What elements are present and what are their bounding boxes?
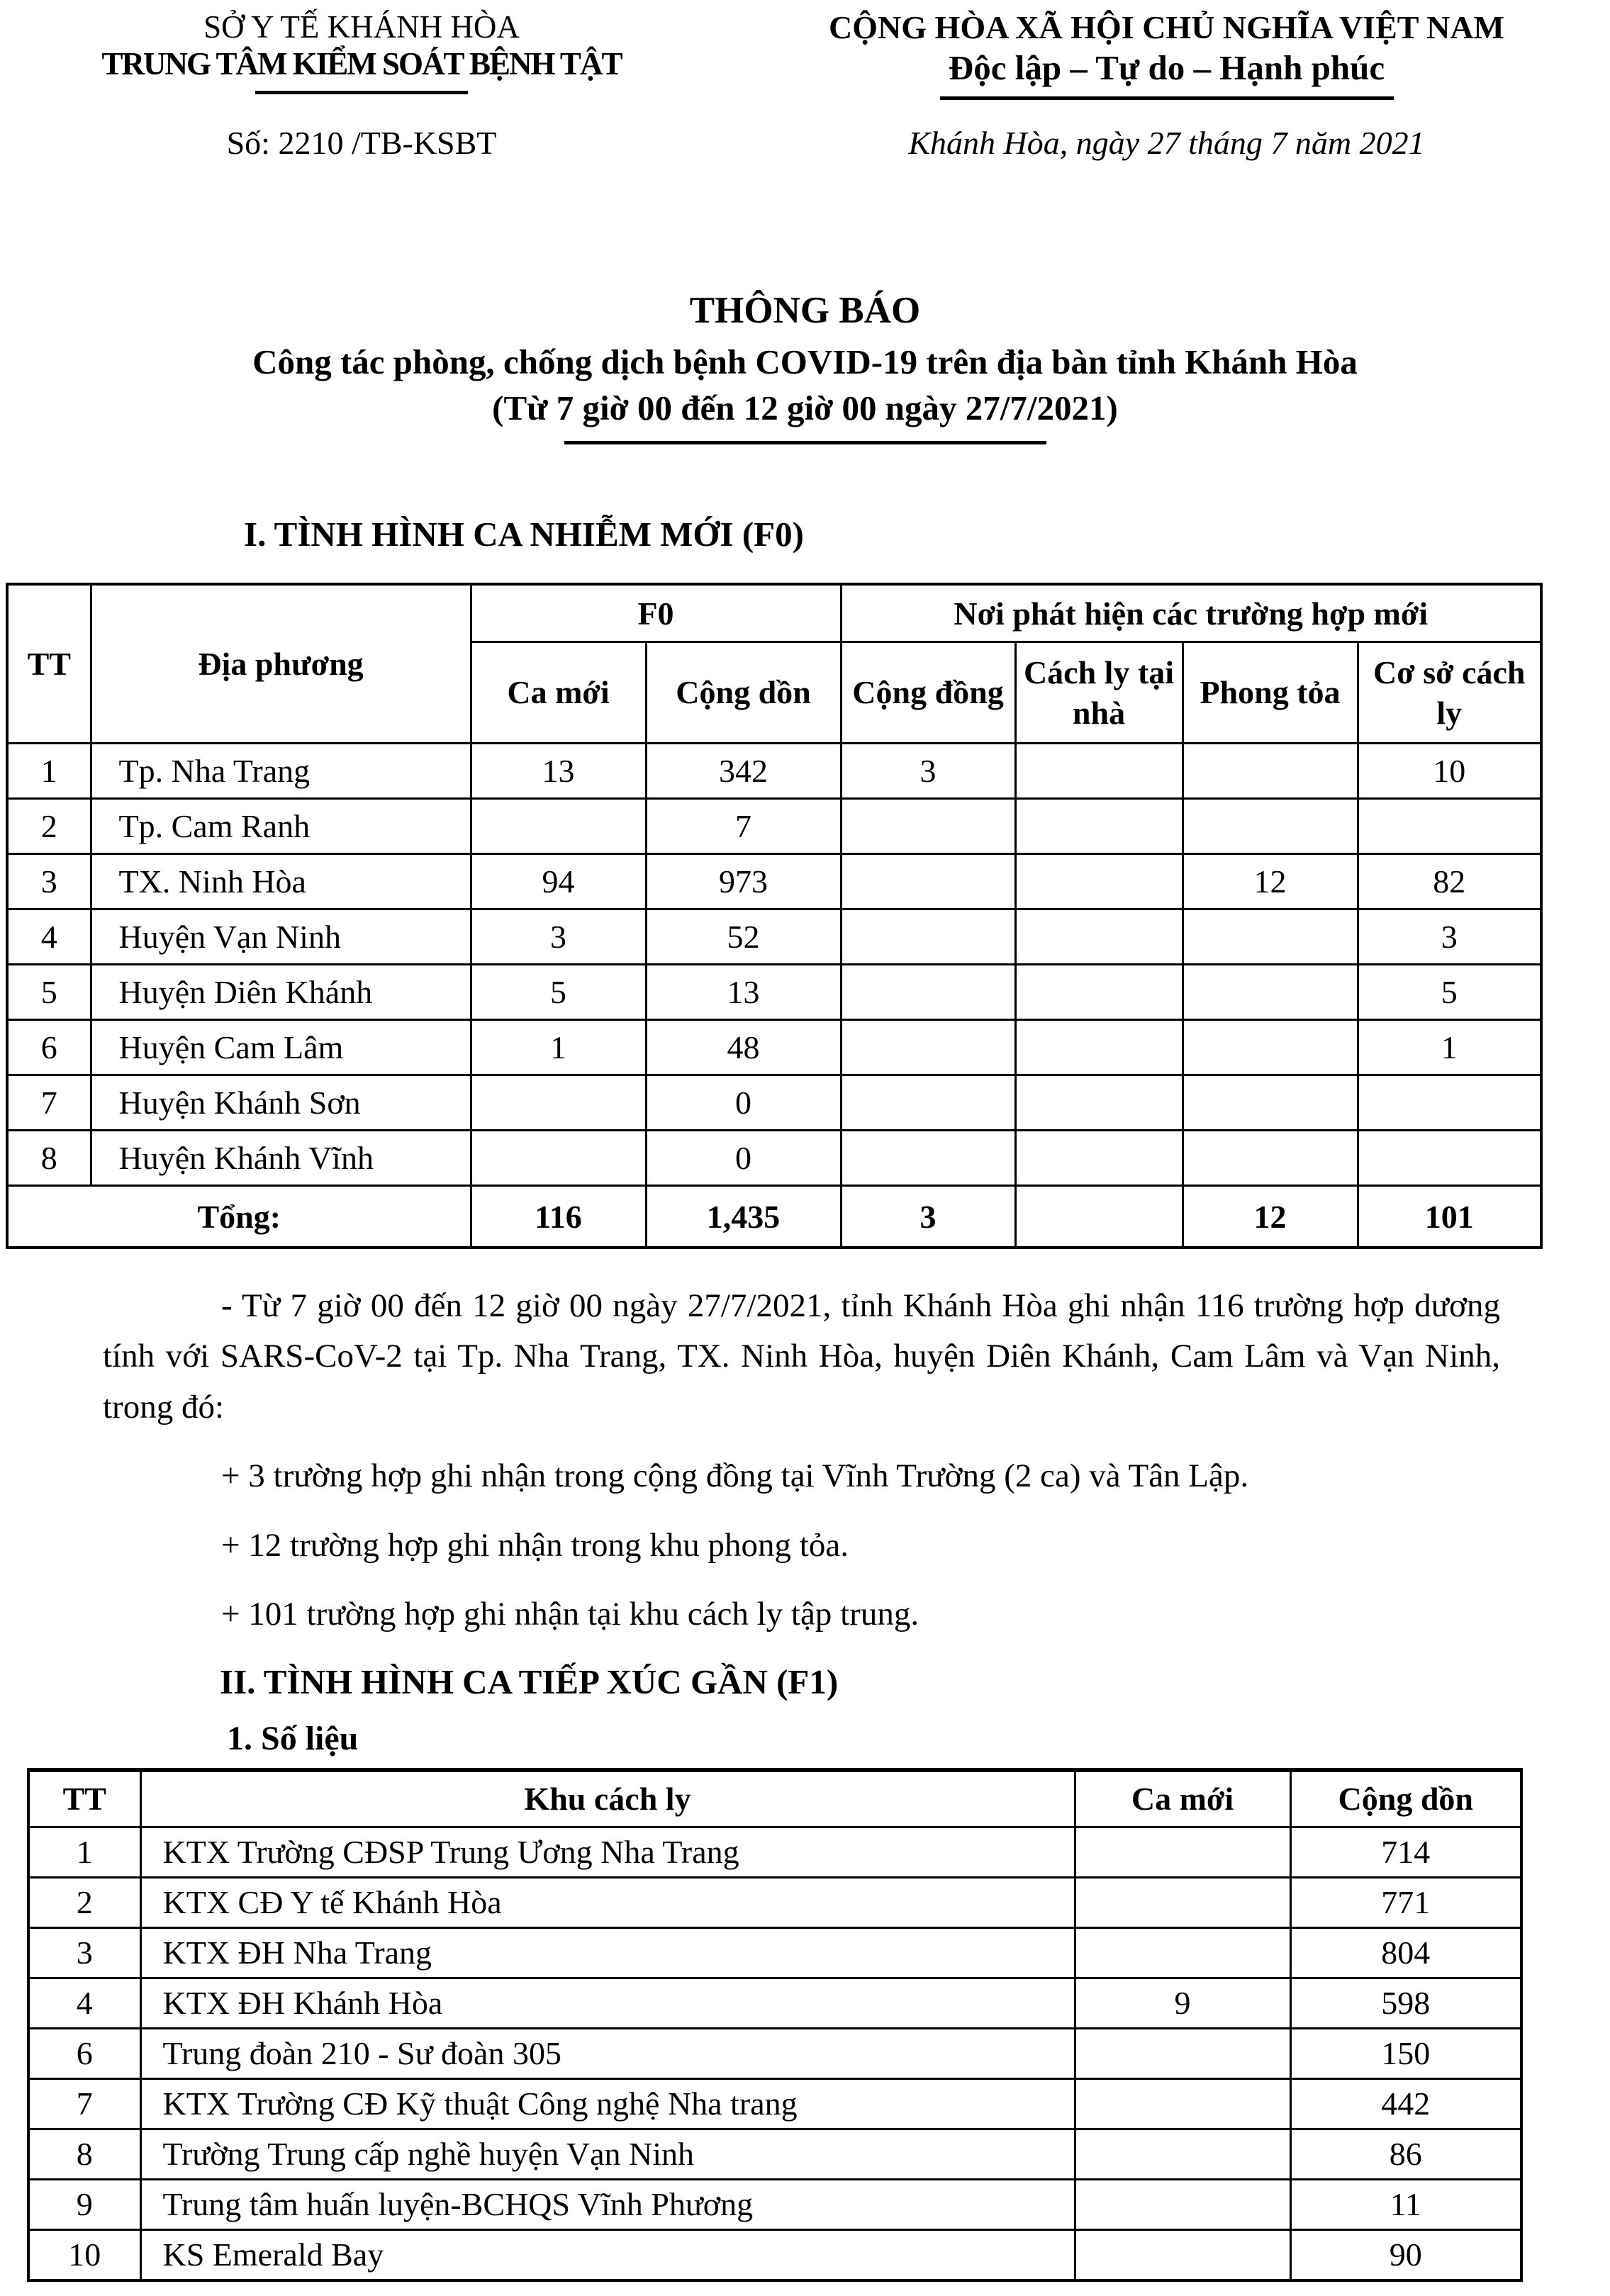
cell-new: 94 [471, 854, 646, 909]
cell-district: Huyện Diên Khánh [91, 965, 471, 1020]
cell-community [841, 854, 1015, 909]
bullet-facility: + 101 trường hợp ghi nhận tại khu cách ly tập trung. [221, 1596, 919, 1633]
cell-new [471, 1075, 646, 1131]
f0-col-group-detect: Nơi phát hiện các trường hợp mới [841, 584, 1541, 642]
cell-tt: 3 [7, 854, 91, 909]
cell-lockdown [1183, 744, 1358, 799]
cell-district: TX. Ninh Hòa [91, 854, 471, 909]
cell-new: 9 [1075, 1978, 1290, 2028]
cell-facility: 1 [1358, 1020, 1541, 1075]
cell-facility: 10 [1358, 744, 1541, 799]
cell-tt: 4 [28, 1978, 140, 2028]
cell-area: Trung tâm huấn luyện-BCHQS Vĩnh Phương [140, 2179, 1075, 2229]
cell-area: Trường Trung cấp nghề huyện Vạn Ninh [140, 2129, 1075, 2179]
cell-area: KTX Trường CĐSP Trung Ương Nha Trang [140, 1827, 1075, 1877]
bullet-lockdown: + 12 trường hợp ghi nhận trong khu phong tỏa. [221, 1526, 849, 1564]
f0-col-facility: Cơ sở cách ly [1358, 642, 1541, 744]
cell-lockdown [1183, 965, 1358, 1020]
f1-col-tt: TT [28, 1770, 140, 1827]
cell-cum: 52 [646, 909, 841, 965]
table-row [7, 854, 1541, 909]
cell-home [1015, 744, 1183, 799]
bullet-community: + 3 trường hợp ghi nhận trong cộng đồng tại Vĩnh Trường (2 ca) và Tân Lập. [221, 1457, 1249, 1495]
f1-col-cum: Cộng dồn [1290, 1770, 1521, 1827]
cell-cum: 150 [1290, 2028, 1521, 2078]
cell-area: KTX ĐH Nha Trang [140, 1927, 1075, 1978]
cell-cum: 7 [646, 799, 841, 854]
f0-col-cum: Cộng dồn [646, 642, 841, 744]
cell-cum: 973 [646, 854, 841, 909]
cell-tt: 4 [7, 909, 91, 965]
cell-community [841, 799, 1015, 854]
cell-new [1075, 2229, 1290, 2280]
cell-tt: 7 [7, 1075, 91, 1131]
document-header [0, 0, 1610, 100]
table-row [28, 2129, 1521, 2179]
cell-home [1015, 1020, 1183, 1075]
table-row [7, 1131, 1541, 1186]
f1-col-new: Ca mới [1075, 1770, 1290, 1827]
cell-new [1075, 2078, 1290, 2129]
total-cum: 1,435 [646, 1186, 841, 1248]
cell-new [1075, 2129, 1290, 2179]
cell-community [841, 909, 1015, 965]
cell-cum: 442 [1290, 2078, 1521, 2129]
section1-heading: I. TÌNH HÌNH CA NHIỄM MỚI (F0) [244, 515, 804, 554]
f0-col-community: Cộng đồng [841, 642, 1015, 744]
table-row [28, 2078, 1521, 2129]
total-label: Tổng: [7, 1186, 471, 1248]
f1-table [27, 1768, 1523, 2282]
cell-home [1015, 1131, 1183, 1186]
cell-cum: 598 [1290, 1978, 1521, 2028]
cell-cum: 714 [1290, 1827, 1521, 1877]
cell-cum: 48 [646, 1020, 841, 1075]
cell-new [471, 799, 646, 854]
document-period: (Từ 7 giờ 00 đến 12 giờ 00 ngày 27/7/2021) [492, 388, 1118, 427]
f0-header-row-1 [7, 584, 1541, 642]
cell-cum: 13 [646, 965, 841, 1020]
cell-community [841, 1131, 1015, 1186]
cell-community: 3 [841, 744, 1015, 799]
summary-paragraph: - Từ 7 giờ 00 đến 12 giờ 00 ngày 27/7/2021, tỉnh Khánh Hòa ghi nhận 116 trường hợp dương tính với SARS-CoV-2 tại Tp. Nha Trang, TX. Ninh Hòa, huyện Diên Khánh, Cam Lâm và Vạn Ninh, trong đó: [103, 1287, 1500, 1426]
national-motto: Độc lập – Tự do – Hạnh phúc [948, 48, 1385, 87]
table-row [28, 2179, 1521, 2229]
total-row [7, 1186, 1541, 1248]
cell-cum: 0 [646, 1131, 841, 1186]
table-row [28, 1978, 1521, 2028]
f0-col-tt: TT [7, 584, 91, 744]
table-row [28, 2229, 1521, 2280]
total-community: 3 [841, 1186, 1015, 1248]
document-number: Số: 2210 /TB-KSBT [226, 125, 497, 161]
cell-tt: 7 [28, 2078, 140, 2129]
cell-cum: 0 [646, 1075, 841, 1131]
cell-district: Huyện Khánh Vĩnh [91, 1131, 471, 1186]
cell-tt: 2 [7, 799, 91, 854]
f1-col-area: Khu cách ly [140, 1770, 1075, 1827]
cell-cum: 90 [1290, 2229, 1521, 2280]
cell-tt: 8 [7, 1131, 91, 1186]
table-row [7, 1020, 1541, 1075]
cell-area: KS Emerald Bay [140, 2229, 1075, 2280]
cell-tt: 10 [28, 2229, 140, 2280]
f1-header-row [28, 1770, 1521, 1827]
f0-table [6, 583, 1543, 1249]
cell-lockdown [1183, 1075, 1358, 1131]
parent-org-name: SỞ Y TẾ KHÁNH HÒA [203, 9, 520, 45]
cell-home [1015, 799, 1183, 854]
cell-tt: 8 [28, 2129, 140, 2179]
motto-underline [940, 96, 1394, 100]
cell-area: Trung đoàn 210 - Sư đoàn 305 [140, 2028, 1075, 2078]
cell-district: Tp. Cam Ranh [91, 799, 471, 854]
document-title: THÔNG BÁO [689, 290, 921, 331]
cell-tt: 1 [28, 1827, 140, 1877]
cell-tt: 2 [28, 1877, 140, 1927]
cell-community [841, 1075, 1015, 1131]
f0-col-lockdown: Phong tỏa [1183, 642, 1358, 744]
cell-new: 5 [471, 965, 646, 1020]
section2-heading: II. TÌNH HÌNH CA TIẾP XÚC GẦN (F1) [220, 1662, 839, 1701]
table-row [7, 799, 1541, 854]
cell-cum: 11 [1290, 2179, 1521, 2229]
table-row [7, 909, 1541, 965]
cell-lockdown [1183, 799, 1358, 854]
cell-tt: 1 [7, 744, 91, 799]
cell-new: 3 [471, 909, 646, 965]
cell-lockdown [1183, 909, 1358, 965]
cell-district: Huyện Cam Lâm [91, 1020, 471, 1075]
cell-facility: 82 [1358, 854, 1541, 909]
cell-new [1075, 1827, 1290, 1877]
cell-home [1015, 909, 1183, 965]
cell-community [841, 965, 1015, 1020]
cell-area: KTX Trường CĐ Kỹ thuật Công nghệ Nha trang [140, 2078, 1075, 2129]
cell-tt: 6 [28, 2028, 140, 2078]
title-underline [564, 441, 1046, 444]
table-row [28, 1877, 1521, 1927]
cell-facility: 5 [1358, 965, 1541, 1020]
cell-facility [1358, 799, 1541, 854]
cell-area: KTX ĐH Khánh Hòa [140, 1978, 1075, 2028]
cell-cum: 771 [1290, 1877, 1521, 1927]
f0-col-group-f0: F0 [471, 584, 841, 642]
total-lockdown: 12 [1183, 1186, 1358, 1248]
cell-home [1015, 965, 1183, 1020]
cell-lockdown [1183, 1020, 1358, 1075]
document-meta-row [0, 124, 1610, 162]
org-name: TRUNG TÂM KIỂM SOÁT BỆNH TẬT [101, 46, 622, 82]
table-row [7, 1075, 1541, 1131]
national-title: CỘNG HÒA XÃ HỘI CHỦ NGHĨA VIỆT NAM [829, 9, 1504, 45]
cell-lockdown: 12 [1183, 854, 1358, 909]
title-block [0, 289, 1610, 444]
cell-new: 1 [471, 1020, 646, 1075]
cell-new [1075, 2179, 1290, 2229]
place-date-line: Khánh Hòa, ngày 27 tháng 7 năm 2021 [908, 125, 1425, 161]
cell-home [1015, 1075, 1183, 1131]
cell-tt: 9 [28, 2179, 140, 2229]
cell-facility [1358, 1131, 1541, 1186]
cell-tt: 5 [7, 965, 91, 1020]
org-underline [255, 91, 468, 94]
table-row [7, 744, 1541, 799]
cell-home [1015, 854, 1183, 909]
f0-col-home: Cách ly tại nhà [1015, 642, 1183, 744]
f0-col-district: Địa phương [91, 584, 471, 744]
cell-facility [1358, 1075, 1541, 1131]
cell-cum: 86 [1290, 2129, 1521, 2179]
cell-area: KTX CĐ Y tế Khánh Hòa [140, 1877, 1075, 1927]
cell-lockdown [1183, 1131, 1358, 1186]
cell-district: Huyện Vạn Ninh [91, 909, 471, 965]
cell-district: Huyện Khánh Sơn [91, 1075, 471, 1131]
total-home [1015, 1186, 1183, 1248]
table-row [28, 2028, 1521, 2078]
cell-new: 13 [471, 744, 646, 799]
cell-facility: 3 [1358, 909, 1541, 965]
issuing-org-block [0, 9, 723, 100]
cell-new [1075, 2028, 1290, 2078]
table-row [28, 1827, 1521, 1877]
cell-tt: 6 [7, 1020, 91, 1075]
cell-district: Tp. Nha Trang [91, 744, 471, 799]
cell-new [1075, 1877, 1290, 1927]
cell-community [841, 1020, 1015, 1075]
table-row [7, 965, 1541, 1020]
total-facility: 101 [1358, 1186, 1541, 1248]
f0-col-new: Ca mới [471, 642, 646, 744]
cell-cum: 342 [646, 744, 841, 799]
section2-subheading: 1. Số liệu [227, 1719, 359, 1757]
cell-tt: 3 [28, 1927, 140, 1978]
table-row [28, 1927, 1521, 1978]
total-new: 116 [471, 1186, 646, 1248]
national-motto-block [723, 9, 1610, 100]
cell-new [471, 1131, 646, 1186]
cell-new [1075, 1927, 1290, 1978]
document-subtitle: Công tác phòng, chống dịch bệnh COVID-19 trên địa bàn tỉnh Khánh Hòa [252, 342, 1358, 381]
cell-cum: 804 [1290, 1927, 1521, 1978]
